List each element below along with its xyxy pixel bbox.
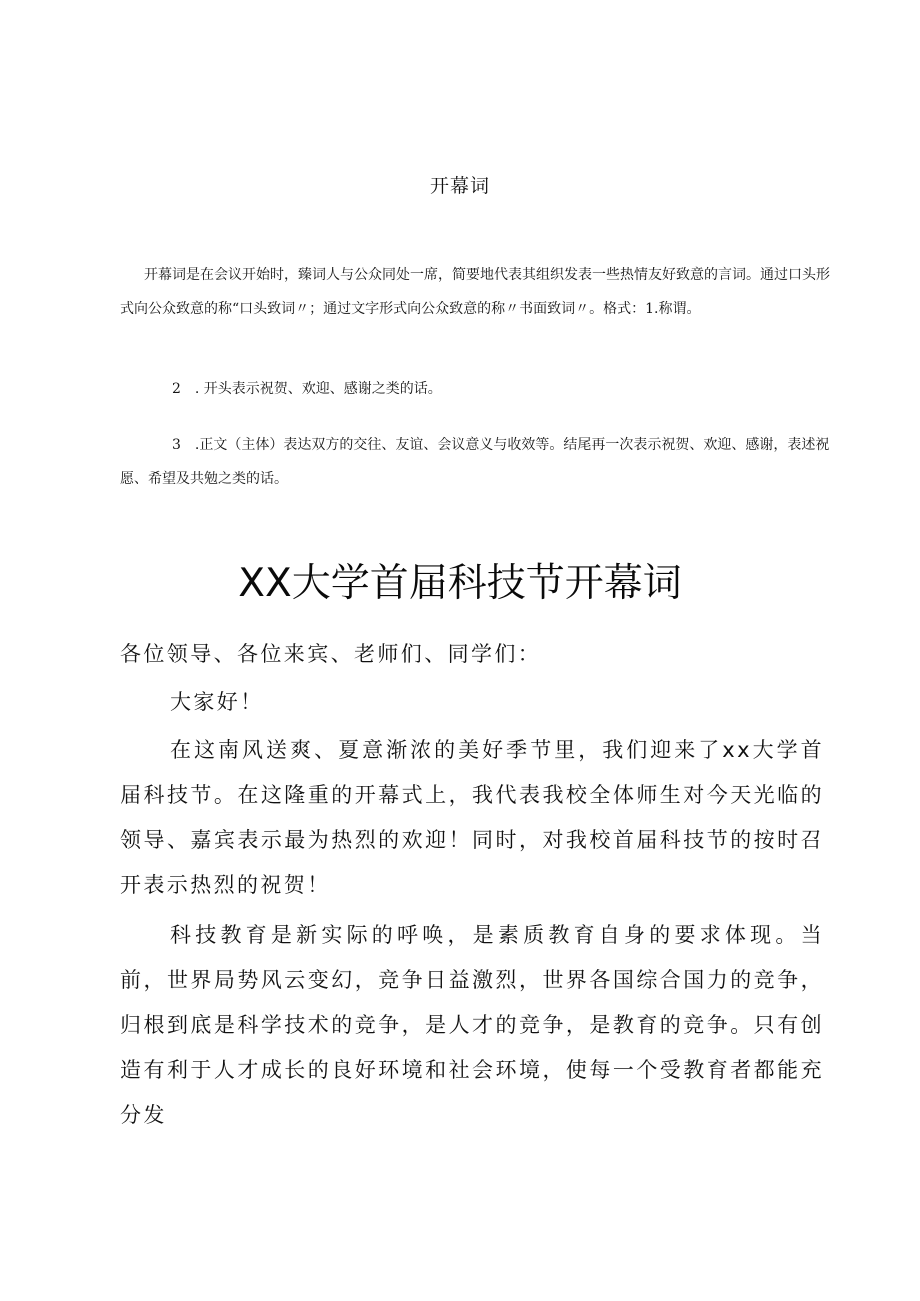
speech-greeting: 大家好！ xyxy=(170,690,264,714)
speech-paragraph-education: 科技教育是新实际的呼唤，是素质教育自身的要求体现。当前，世界局势风云变幻，竞争日益激烈，世界各国综合国力的竞争，归根到底是科学技术的竞争，是人才的竞争，是教育的竞争。只有创造有利于人才成长的良好环境和社会环境，使每一个受教育者都能充分发 xyxy=(120,923,824,1127)
intro-paragraph-body: 3 .正文（主体）表达双方的交往、友谊、会议意义与收效等。结尾再一次表示祝贺、欢迎、感谢，表述祝愿、希望及共勉之类的话。 xyxy=(120,437,830,487)
intro-title: 开幕词 xyxy=(429,175,490,197)
speech-title: XX大学首届科技节开幕词 xyxy=(238,561,682,606)
speech-salutation: 各位领导、各位来宾、老师们、同学们： xyxy=(120,642,542,666)
speech-paragraph-welcome: 在这南风送爽、夏意渐浓的美好季节里，我们迎来了xx大学首届科技节。在这隆重的开幕式上，我代表我校全体师生对今天光临的领导、嘉宾表示最为热烈的欢迎！同时，对我校首届科技节的按时召开表示热烈的祝贺！ xyxy=(120,738,824,897)
intro-paragraph-definition: 开幕词是在会议开始时，臻词人与公众同处一席，简要地代表其组织发表一些热情友好致意的言词。通过口头形式向公众致意的称“口头致词〃；通过文字形式向公众致意的称〃书面致词〃。格式：1.称谓。 xyxy=(120,267,830,317)
intro-paragraph-opening: 2 . 开头表示祝贺、欢迎、感谢之类的话。 xyxy=(172,381,442,397)
